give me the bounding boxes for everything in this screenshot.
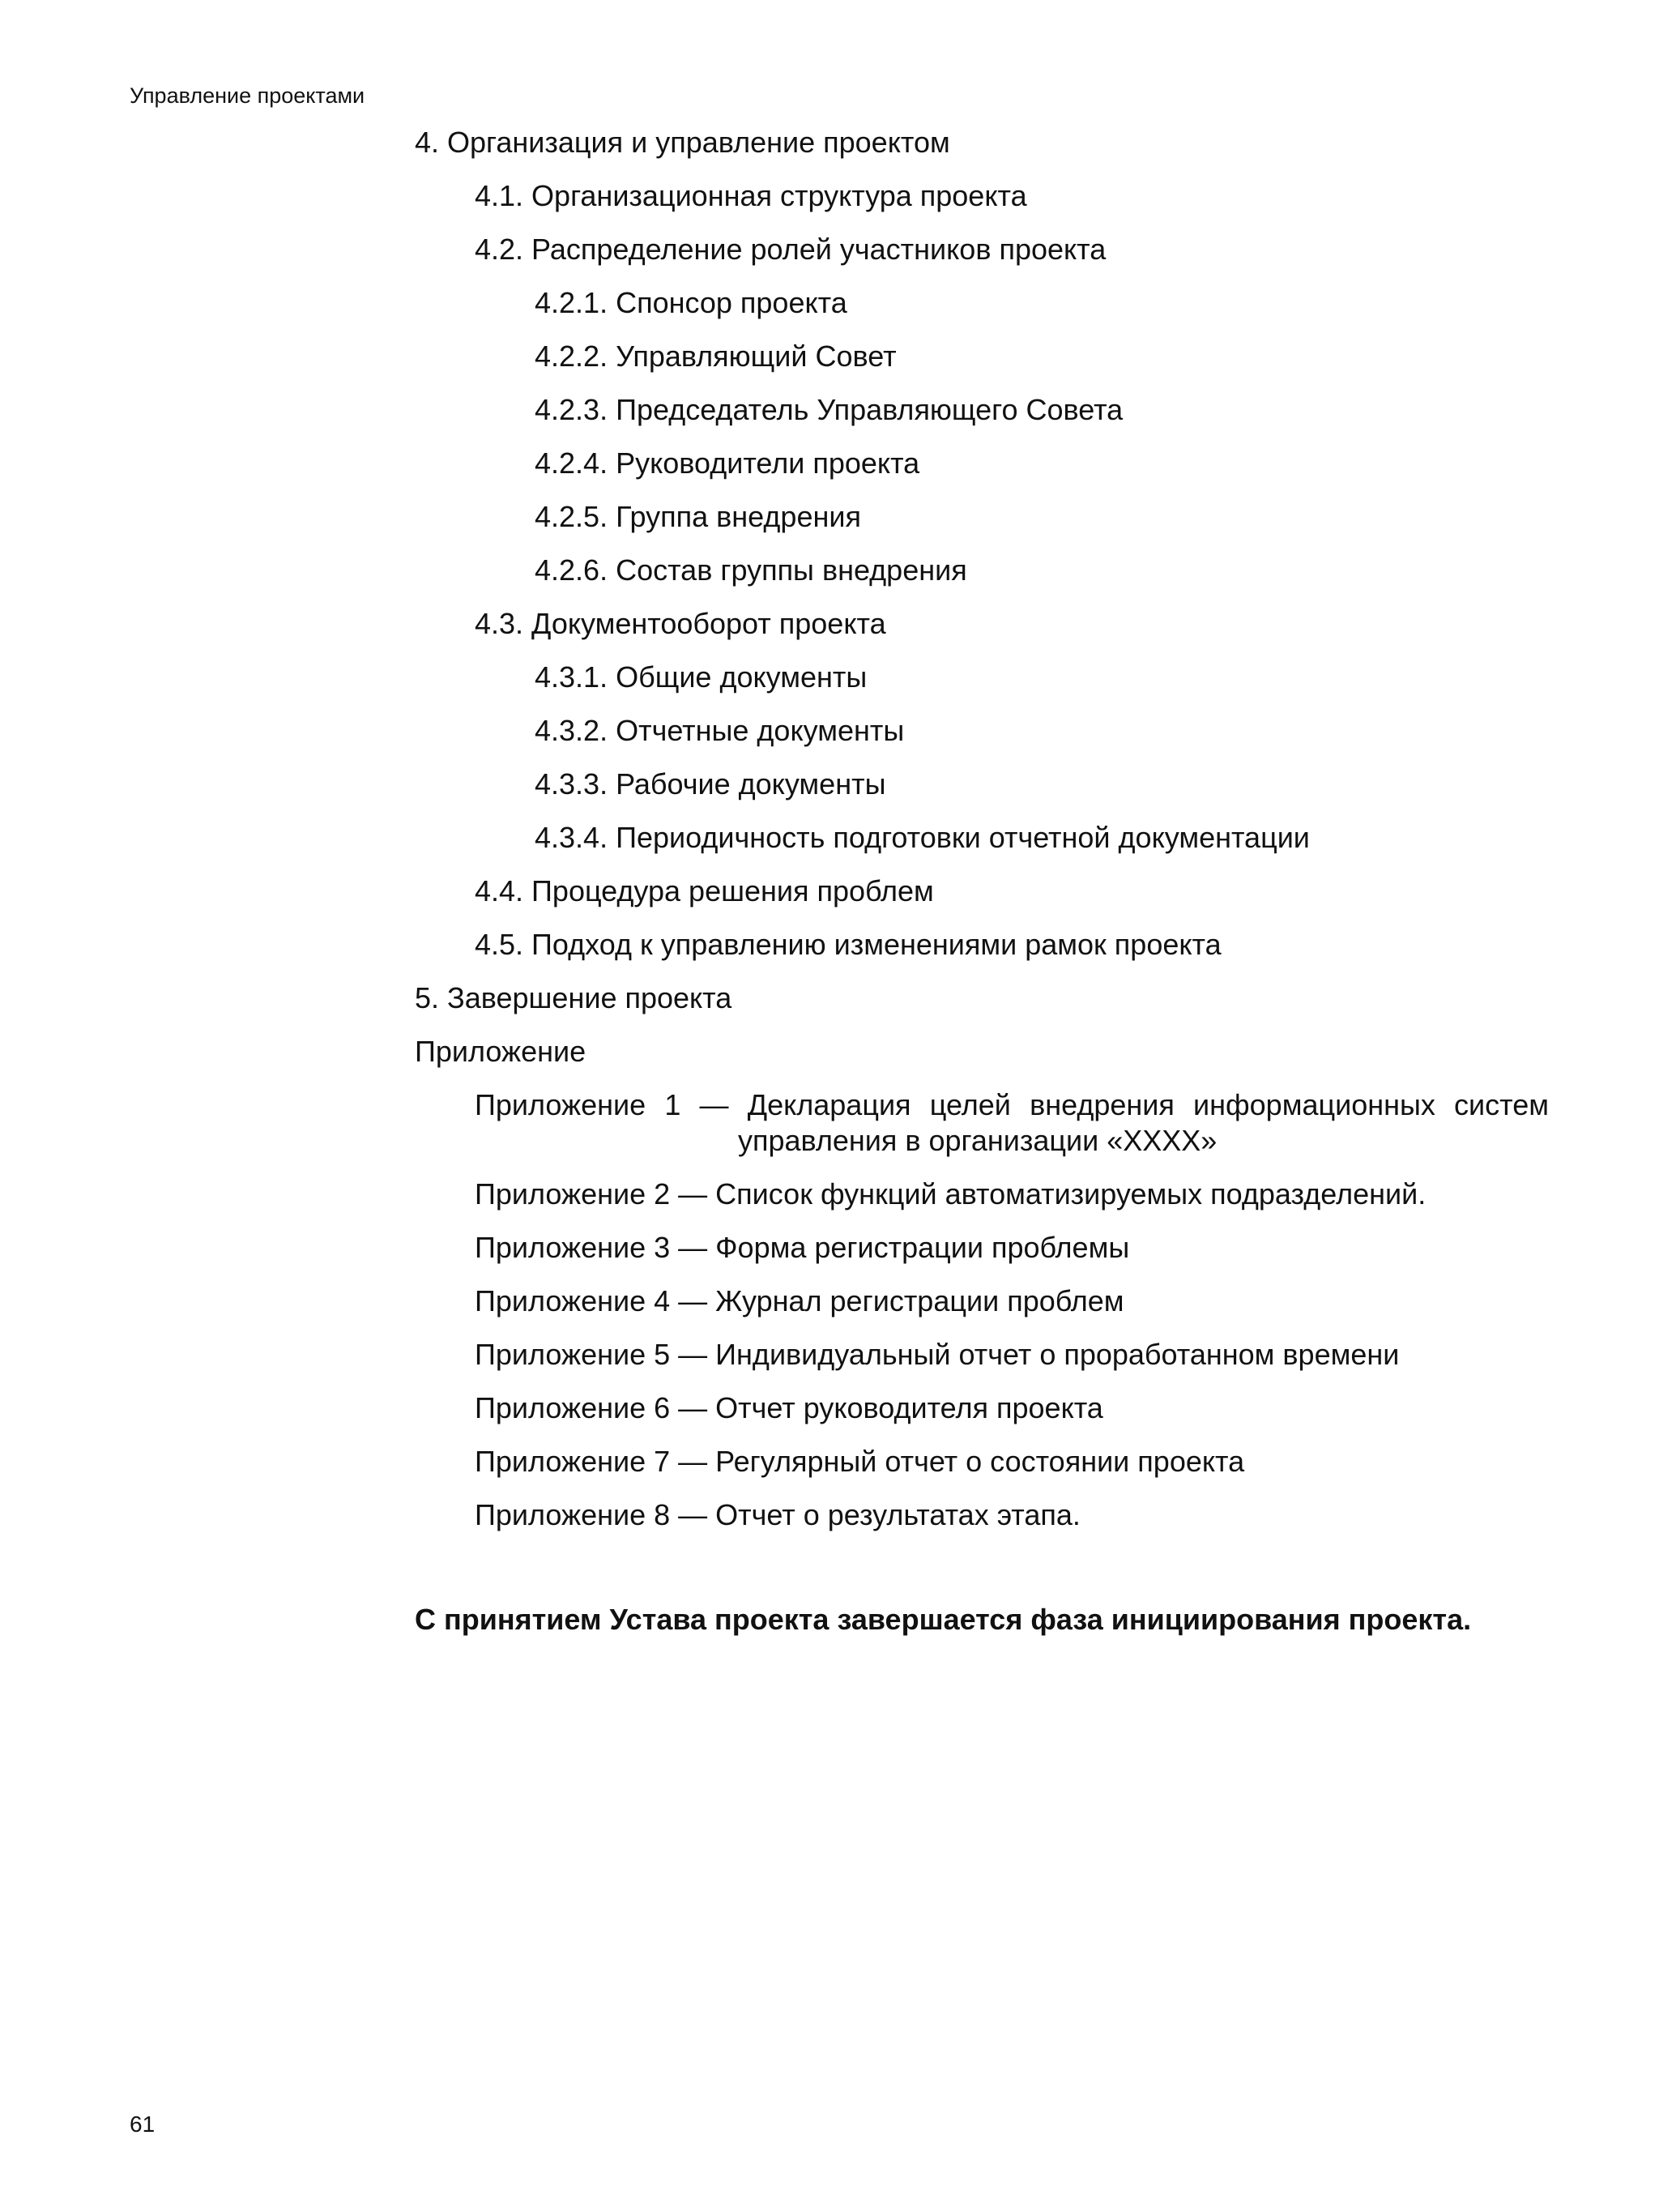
appendix-item-3: Приложение 3 — Форма регистрации проблемы xyxy=(475,1231,1130,1264)
appendix-item-6: Приложение 6 — Отчет руководителя проекта xyxy=(475,1391,1103,1424)
appendix-1-word: целей xyxy=(929,1088,1011,1121)
appendix-item-1-first-line xyxy=(475,1087,1549,1123)
toc-item-4-2-3: 4.2.3. Председатель Управляющего Совета xyxy=(535,393,1124,426)
appendix-1-word: 1 xyxy=(664,1088,681,1121)
toc-item-4: 4. Организация и управление проектом xyxy=(415,126,950,159)
appendix-item-7: Приложение 7 — Регулярный отчет о состоянии проекта xyxy=(475,1445,1245,1478)
toc-item-4-3-4: 4.3.4. Периодичность подготовки отчетной документации xyxy=(535,821,1310,854)
toc-item-4-5: 4.5. Подход к управлению изменениями рамок проекта xyxy=(475,928,1222,961)
appendix-1-word: систем xyxy=(1454,1088,1549,1121)
appendix-item-1 xyxy=(415,1087,1549,1176)
toc-item-4-3: 4.3. Документооборот проекта xyxy=(475,607,886,640)
toc-item-5: 5. Завершение проекта xyxy=(415,981,732,1014)
conclusion-statement: С принятием Устава проекта завершается фаза инициирования проекта. xyxy=(415,1603,1472,1636)
page-number: 61 xyxy=(130,2112,156,2137)
appendix-1-word: Приложение xyxy=(475,1088,646,1121)
running-head: Управление проектами xyxy=(130,83,365,108)
toc-item-4-2: 4.2. Распределение ролей участников проекта xyxy=(475,233,1107,266)
toc-item-4-2-5: 4.2.5. Группа внедрения xyxy=(535,500,861,533)
toc-item-appendix-heading: Приложение xyxy=(415,1035,586,1068)
appendix-1-word: Декларация xyxy=(747,1088,911,1121)
table-of-contents xyxy=(415,125,1549,1551)
toc-item-4-2-6: 4.2.6. Состав группы внедрения xyxy=(535,553,967,587)
appendix-1-word: информационных xyxy=(1193,1088,1435,1121)
appendix-1-word: внедрения xyxy=(1030,1088,1175,1121)
appendix-item-5: Приложение 5 — Индивидуальный отчет о проработанном времени xyxy=(475,1338,1400,1371)
appendix-1-word: — xyxy=(699,1088,729,1121)
toc-item-4-4: 4.4. Процедура решения проблем xyxy=(475,874,934,907)
toc-item-4-1: 4.1. Организационная структура проекта xyxy=(475,179,1027,212)
toc-item-4-3-2: 4.3.2. Отчетные документы xyxy=(535,714,905,747)
toc-item-4-2-2: 4.2.2. Управляющий Совет xyxy=(535,339,897,373)
toc-item-4-2-1: 4.2.1. Спонсор проекта xyxy=(535,286,847,319)
toc-item-4-3-3: 4.3.3. Рабочие документы xyxy=(535,767,886,801)
toc-item-4-2-4: 4.2.4. Руководители проекта xyxy=(535,446,920,480)
appendix-item-4: Приложение 4 — Журнал регистрации проблем xyxy=(475,1284,1124,1317)
toc-item-4-3-1: 4.3.1. Общие документы xyxy=(535,660,868,694)
appendix-item-1-continuation: управления в организации «XXXX» xyxy=(738,1124,1218,1157)
appendix-item-2: Приложение 2 — Список функций автоматизируемых подразделений. xyxy=(475,1177,1427,1211)
appendix-item-8: Приложение 8 — Отчет о результатах этапа. xyxy=(475,1498,1081,1531)
